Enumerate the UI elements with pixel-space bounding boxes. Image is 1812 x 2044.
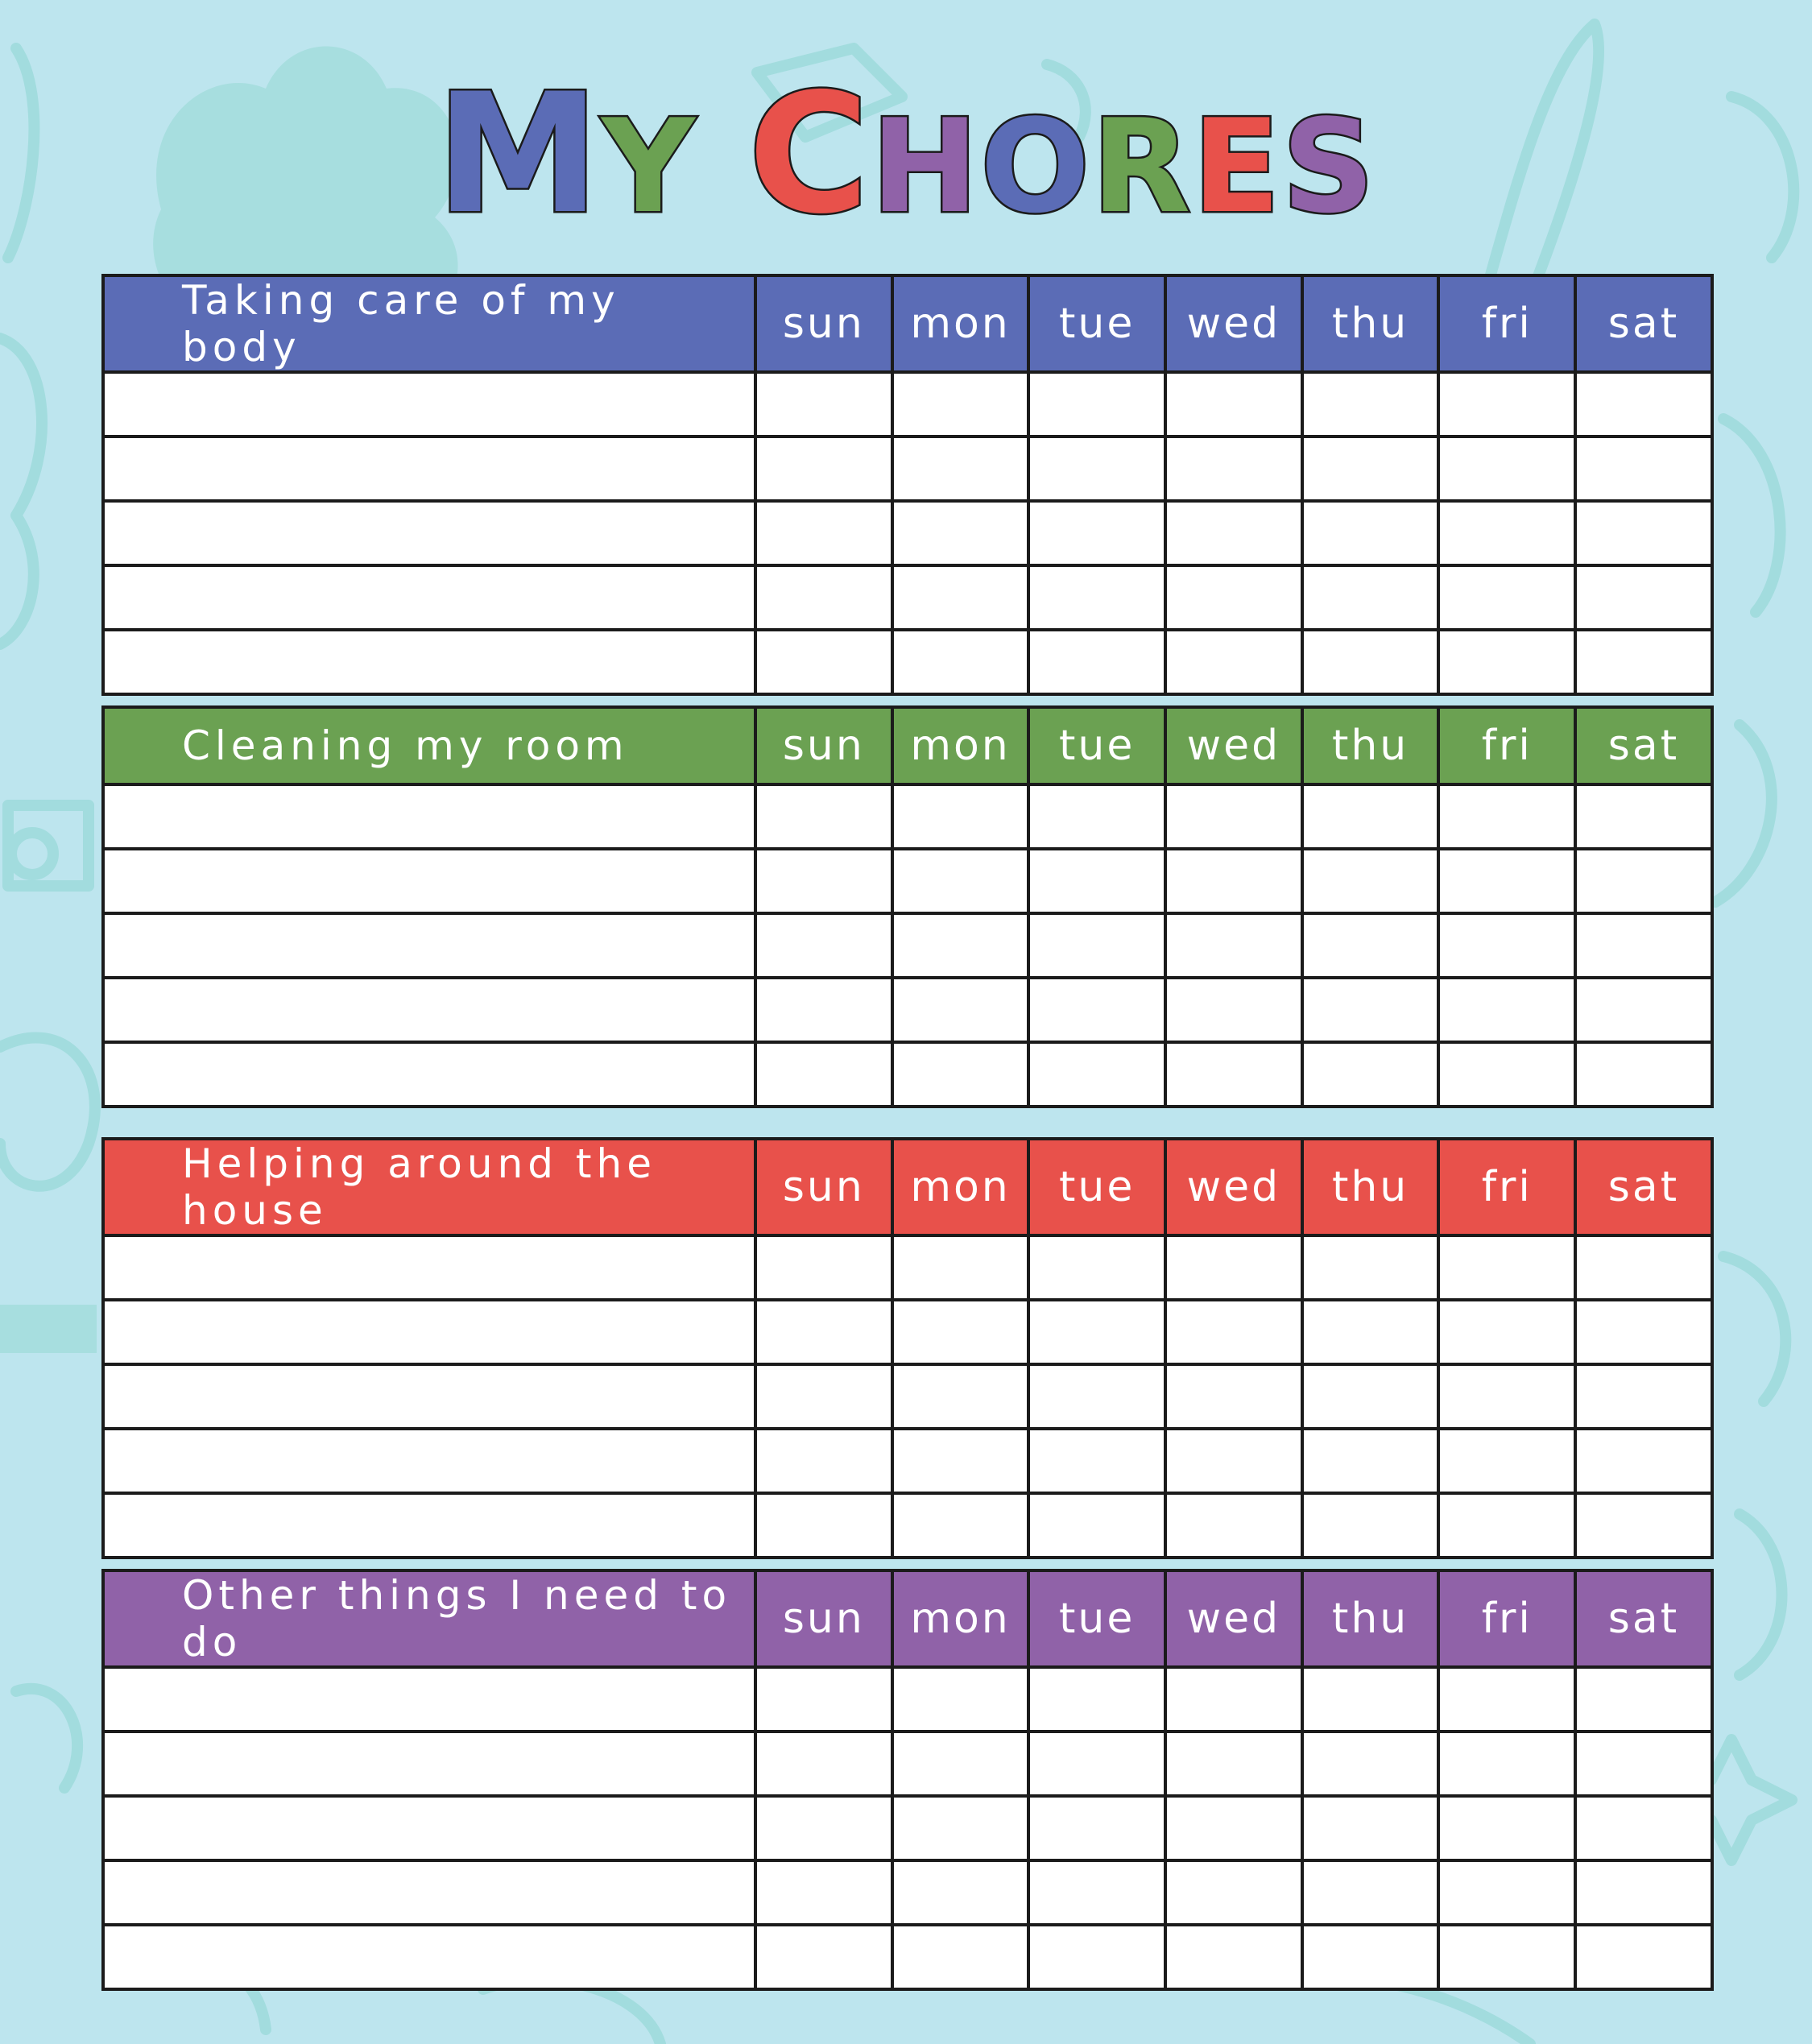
- check-cell[interactable]: [1165, 1860, 1302, 1925]
- day-label-sun: sun: [755, 1570, 892, 1667]
- chore-section-house: [101, 1137, 1711, 1559]
- day-label-wed: wed: [1165, 275, 1302, 372]
- table-row: [103, 1667, 1712, 1732]
- check-cell[interactable]: [1302, 1732, 1439, 1796]
- table-row: [103, 978, 1712, 1042]
- chore-table: [101, 705, 1714, 1108]
- check-cell[interactable]: [1165, 849, 1302, 913]
- check-cell[interactable]: [1028, 1796, 1165, 1860]
- check-cell[interactable]: [1302, 1300, 1439, 1364]
- check-cell[interactable]: [1302, 565, 1439, 630]
- check-cell[interactable]: [892, 1925, 1029, 1989]
- check-cell[interactable]: [1575, 1042, 1712, 1107]
- check-cell[interactable]: [1165, 784, 1302, 849]
- section-label: Cleaning my room: [103, 707, 755, 784]
- check-cell[interactable]: [1438, 913, 1575, 978]
- day-label-fri: fri: [1438, 1139, 1575, 1235]
- day-label-sat: sat: [1575, 1570, 1712, 1667]
- title-letter: Y: [602, 91, 697, 242]
- check-cell[interactable]: [1302, 1429, 1439, 1493]
- chore-cell[interactable]: [103, 784, 755, 849]
- check-cell[interactable]: [1165, 1493, 1302, 1558]
- title-letter: S: [1281, 91, 1376, 242]
- table-row: [103, 1042, 1712, 1107]
- check-cell[interactable]: [1575, 978, 1712, 1042]
- day-label-sun: sun: [755, 275, 892, 372]
- check-cell[interactable]: [1165, 1429, 1302, 1493]
- title-letter: E: [1192, 91, 1282, 242]
- check-cell[interactable]: [1438, 565, 1575, 630]
- day-label-tue: tue: [1028, 275, 1165, 372]
- table-row: [103, 913, 1712, 978]
- check-cell[interactable]: [1028, 784, 1165, 849]
- check-cell[interactable]: [1575, 501, 1712, 565]
- day-label-mon: mon: [892, 275, 1029, 372]
- check-cell[interactable]: [892, 1860, 1029, 1925]
- section-header: [103, 707, 1712, 784]
- check-cell[interactable]: [892, 630, 1029, 694]
- check-cell[interactable]: [892, 1235, 1029, 1300]
- check-cell[interactable]: [1165, 1364, 1302, 1429]
- check-cell[interactable]: [1165, 1732, 1302, 1796]
- check-cell[interactable]: [1028, 1493, 1165, 1558]
- table-row: [103, 437, 1712, 501]
- check-cell[interactable]: [755, 1860, 892, 1925]
- chore-cell[interactable]: [103, 1235, 755, 1300]
- check-cell[interactable]: [755, 630, 892, 694]
- chore-cell[interactable]: [103, 372, 755, 437]
- check-cell[interactable]: [755, 1300, 892, 1364]
- check-cell[interactable]: [1438, 1732, 1575, 1796]
- table-row: [103, 372, 1712, 437]
- title-letter: M: [436, 59, 602, 250]
- day-label-mon: mon: [892, 707, 1029, 784]
- day-label-fri: fri: [1438, 707, 1575, 784]
- chore-cell[interactable]: [103, 1667, 755, 1732]
- check-cell[interactable]: [1575, 1796, 1712, 1860]
- check-cell[interactable]: [755, 1364, 892, 1429]
- check-cell[interactable]: [1575, 849, 1712, 913]
- check-cell[interactable]: [755, 1493, 892, 1558]
- check-cell[interactable]: [1575, 1235, 1712, 1300]
- check-cell[interactable]: [1302, 1042, 1439, 1107]
- check-cell[interactable]: [1302, 1235, 1439, 1300]
- check-cell[interactable]: [892, 1429, 1029, 1493]
- check-cell[interactable]: [1575, 784, 1712, 849]
- check-cell[interactable]: [1575, 1429, 1712, 1493]
- check-cell[interactable]: [1575, 1860, 1712, 1925]
- check-cell[interactable]: [755, 1042, 892, 1107]
- chore-cell[interactable]: [103, 565, 755, 630]
- check-cell[interactable]: [1028, 913, 1165, 978]
- section-label: Helping around the house: [103, 1139, 755, 1235]
- day-label-mon: mon: [892, 1570, 1029, 1667]
- check-cell[interactable]: [1302, 1667, 1439, 1732]
- check-cell[interactable]: [1028, 437, 1165, 501]
- day-label-sat: sat: [1575, 275, 1712, 372]
- check-cell[interactable]: [1438, 1364, 1575, 1429]
- check-cell[interactable]: [1575, 1925, 1712, 1989]
- check-cell[interactable]: [1028, 1732, 1165, 1796]
- table-row: [103, 1925, 1712, 1989]
- table-row: [103, 1796, 1712, 1860]
- check-cell[interactable]: [1575, 913, 1712, 978]
- check-cell[interactable]: [755, 565, 892, 630]
- check-cell[interactable]: [1438, 1042, 1575, 1107]
- check-cell[interactable]: [755, 913, 892, 978]
- check-cell[interactable]: [892, 501, 1029, 565]
- title-letter: R: [1091, 91, 1193, 242]
- check-cell[interactable]: [1438, 849, 1575, 913]
- check-cell[interactable]: [1165, 1235, 1302, 1300]
- day-label-sat: sat: [1575, 1139, 1712, 1235]
- section-header: [103, 1570, 1712, 1667]
- table-row: [103, 630, 1712, 694]
- check-cell[interactable]: [755, 784, 892, 849]
- check-cell[interactable]: [1302, 784, 1439, 849]
- check-cell[interactable]: [1028, 1429, 1165, 1493]
- check-cell[interactable]: [1302, 1925, 1439, 1989]
- check-cell[interactable]: [1438, 1493, 1575, 1558]
- check-cell[interactable]: [755, 437, 892, 501]
- chore-cell[interactable]: [103, 630, 755, 694]
- day-label-thu: thu: [1302, 1570, 1439, 1667]
- check-cell[interactable]: [1438, 1667, 1575, 1732]
- table-row: [103, 849, 1712, 913]
- chore-cell[interactable]: [103, 849, 755, 913]
- table-row: [103, 784, 1712, 849]
- check-cell[interactable]: [1028, 1860, 1165, 1925]
- day-label-tue: tue: [1028, 707, 1165, 784]
- check-cell[interactable]: [1575, 1364, 1712, 1429]
- check-cell[interactable]: [1575, 630, 1712, 694]
- check-cell[interactable]: [1302, 501, 1439, 565]
- check-cell[interactable]: [1028, 565, 1165, 630]
- check-cell[interactable]: [1165, 913, 1302, 978]
- day-label-mon: mon: [892, 1139, 1029, 1235]
- chore-cell[interactable]: [103, 437, 755, 501]
- check-cell[interactable]: [1028, 1235, 1165, 1300]
- day-label-thu: thu: [1302, 275, 1439, 372]
- check-cell[interactable]: [1302, 978, 1439, 1042]
- check-cell[interactable]: [892, 437, 1029, 501]
- table-row: [103, 1732, 1712, 1796]
- check-cell[interactable]: [892, 849, 1029, 913]
- table-row: [103, 501, 1712, 565]
- check-cell[interactable]: [892, 1667, 1029, 1732]
- check-cell[interactable]: [1438, 1300, 1575, 1364]
- check-cell[interactable]: [892, 913, 1029, 978]
- check-cell[interactable]: [1438, 437, 1575, 501]
- check-cell[interactable]: [1028, 1364, 1165, 1429]
- check-cell[interactable]: [1575, 1732, 1712, 1796]
- check-cell[interactable]: [1575, 1667, 1712, 1732]
- check-cell[interactable]: [1438, 372, 1575, 437]
- check-cell[interactable]: [1028, 372, 1165, 437]
- check-cell[interactable]: [1438, 1860, 1575, 1925]
- check-cell[interactable]: [755, 849, 892, 913]
- check-cell[interactable]: [1575, 565, 1712, 630]
- check-cell[interactable]: [1302, 913, 1439, 978]
- section-header: [103, 275, 1712, 372]
- check-cell[interactable]: [1165, 501, 1302, 565]
- check-cell[interactable]: [1302, 437, 1439, 501]
- check-cell[interactable]: [1438, 784, 1575, 849]
- day-label-sun: sun: [755, 1139, 892, 1235]
- check-cell[interactable]: [755, 1235, 892, 1300]
- check-cell[interactable]: [1302, 1860, 1439, 1925]
- check-cell[interactable]: [755, 501, 892, 565]
- section-label: Taking care of my body: [103, 275, 755, 372]
- check-cell[interactable]: [1575, 1300, 1712, 1364]
- check-cell[interactable]: [1165, 372, 1302, 437]
- title-letter: H: [871, 91, 981, 242]
- check-cell[interactable]: [1575, 372, 1712, 437]
- check-cell[interactable]: [1302, 1493, 1439, 1558]
- table-row: [103, 1364, 1712, 1429]
- chore-table: [101, 1137, 1714, 1559]
- check-cell[interactable]: [755, 1667, 892, 1732]
- section-header: [103, 1139, 1712, 1235]
- page-title: [0, 59, 1812, 250]
- check-cell[interactable]: [892, 1732, 1029, 1796]
- check-cell[interactable]: [1165, 1667, 1302, 1732]
- check-cell[interactable]: [1028, 1300, 1165, 1364]
- check-cell[interactable]: [1302, 849, 1439, 913]
- table-row: [103, 565, 1712, 630]
- day-label-thu: thu: [1302, 1139, 1439, 1235]
- check-cell[interactable]: [1165, 630, 1302, 694]
- check-cell[interactable]: [1575, 437, 1712, 501]
- check-cell[interactable]: [1165, 1300, 1302, 1364]
- day-label-fri: fri: [1438, 1570, 1575, 1667]
- chore-cell[interactable]: [103, 1042, 755, 1107]
- chore-cell[interactable]: [103, 1732, 755, 1796]
- chore-cell[interactable]: [103, 978, 755, 1042]
- table-row: [103, 1235, 1712, 1300]
- day-label-wed: wed: [1165, 1139, 1302, 1235]
- check-cell[interactable]: [1438, 1429, 1575, 1493]
- day-label-tue: tue: [1028, 1139, 1165, 1235]
- check-cell[interactable]: [1028, 1042, 1165, 1107]
- check-cell[interactable]: [1028, 978, 1165, 1042]
- table-row: [103, 1860, 1712, 1925]
- chore-cell[interactable]: [103, 501, 755, 565]
- check-cell[interactable]: [892, 372, 1029, 437]
- day-label-wed: wed: [1165, 1570, 1302, 1667]
- chore-cell[interactable]: [103, 1429, 755, 1493]
- day-label-fri: fri: [1438, 275, 1575, 372]
- check-cell[interactable]: [892, 1364, 1029, 1429]
- check-cell[interactable]: [1438, 630, 1575, 694]
- day-label-thu: thu: [1302, 707, 1439, 784]
- chore-table: [101, 1569, 1714, 1991]
- check-cell[interactable]: [892, 1300, 1029, 1364]
- chore-section-other: [101, 1569, 1711, 1991]
- check-cell[interactable]: [1028, 1925, 1165, 1989]
- title-letter: O: [980, 91, 1092, 242]
- check-cell[interactable]: [1028, 849, 1165, 913]
- chore-cell[interactable]: [103, 1860, 755, 1925]
- title-letter: C: [747, 59, 871, 250]
- section-label: Other things I need to do: [103, 1570, 755, 1667]
- day-label-wed: wed: [1165, 707, 1302, 784]
- chore-cell[interactable]: [103, 913, 755, 978]
- check-cell[interactable]: [1028, 501, 1165, 565]
- check-cell[interactable]: [755, 1925, 892, 1989]
- check-cell[interactable]: [1165, 437, 1302, 501]
- check-cell[interactable]: [892, 978, 1029, 1042]
- chore-section-room: [101, 705, 1711, 1108]
- check-cell[interactable]: [1028, 630, 1165, 694]
- check-cell[interactable]: [1438, 501, 1575, 565]
- chore-cell[interactable]: [103, 1925, 755, 1989]
- check-cell[interactable]: [892, 1796, 1029, 1860]
- day-label-tue: tue: [1028, 1570, 1165, 1667]
- check-cell[interactable]: [1165, 978, 1302, 1042]
- check-cell[interactable]: [892, 1042, 1029, 1107]
- table-row: [103, 1493, 1712, 1558]
- check-cell[interactable]: [1302, 372, 1439, 437]
- check-cell[interactable]: [1302, 630, 1439, 694]
- check-cell[interactable]: [1028, 1667, 1165, 1732]
- check-cell[interactable]: [1165, 1796, 1302, 1860]
- check-cell[interactable]: [755, 1796, 892, 1860]
- chore-cell[interactable]: [103, 1300, 755, 1364]
- check-cell[interactable]: [1165, 1042, 1302, 1107]
- check-cell[interactable]: [1575, 1493, 1712, 1558]
- chore-section-body: [101, 274, 1711, 696]
- day-label-sun: sun: [755, 707, 892, 784]
- check-cell[interactable]: [1302, 1364, 1439, 1429]
- check-cell[interactable]: [1438, 1235, 1575, 1300]
- chore-table: [101, 274, 1714, 696]
- chore-cell[interactable]: [103, 1364, 755, 1429]
- check-cell[interactable]: [1438, 978, 1575, 1042]
- table-row: [103, 1429, 1712, 1493]
- check-cell[interactable]: [1165, 1925, 1302, 1989]
- check-cell[interactable]: [1165, 565, 1302, 630]
- check-cell[interactable]: [1438, 1796, 1575, 1860]
- check-cell[interactable]: [892, 1493, 1029, 1558]
- day-label-sat: sat: [1575, 707, 1712, 784]
- check-cell[interactable]: [892, 784, 1029, 849]
- check-cell[interactable]: [1438, 1925, 1575, 1989]
- check-cell[interactable]: [892, 565, 1029, 630]
- check-cell[interactable]: [1302, 1796, 1439, 1860]
- check-cell[interactable]: [755, 1429, 892, 1493]
- chore-cell[interactable]: [103, 1493, 755, 1558]
- check-cell[interactable]: [755, 372, 892, 437]
- check-cell[interactable]: [755, 1732, 892, 1796]
- table-row: [103, 1300, 1712, 1364]
- check-cell[interactable]: [755, 978, 892, 1042]
- chore-cell[interactable]: [103, 1796, 755, 1860]
